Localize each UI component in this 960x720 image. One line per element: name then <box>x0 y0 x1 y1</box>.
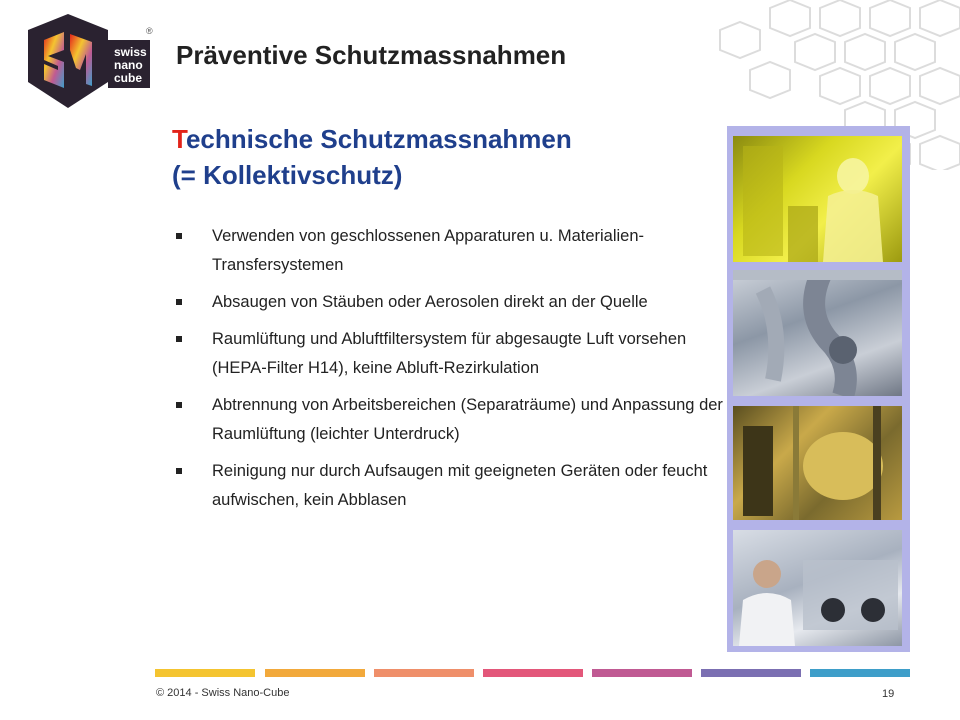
registered-mark: ® <box>146 26 153 36</box>
footer-bar-3 <box>374 669 474 677</box>
ventilation-ducts-photo <box>733 270 902 396</box>
footer-color-bars <box>155 669 910 677</box>
swiss-nano-cube-logo <box>24 12 156 112</box>
page-title: Präventive Schutzmassnahmen <box>176 40 567 70</box>
bullet-text: Absaugen von Stäuben oder Aerosolen direkt an der Quelle <box>212 293 648 311</box>
footer-bar-4 <box>483 669 583 677</box>
logo-text-swiss: swiss <box>114 45 147 59</box>
bullet-item <box>176 288 724 317</box>
lab-apparatus-photo <box>733 406 902 520</box>
footer-bar-5 <box>592 669 692 677</box>
footer-bar-7 <box>810 669 910 677</box>
bullet-marker-icon <box>176 336 182 342</box>
bullet-text: Verwenden von geschlossenen Apparaturen u. Materialien-Transfersystemen <box>212 227 645 274</box>
footer-bar-2 <box>265 669 365 677</box>
bullet-item <box>176 222 724 280</box>
footer-copyright: © 2014 - Swiss Nano-Cube <box>156 687 290 699</box>
logo-text-cube: cube <box>114 71 143 85</box>
bullet-marker-icon <box>176 468 182 474</box>
footer-bar-1 <box>155 669 255 677</box>
glovebox-scientist-photo <box>733 530 902 646</box>
bullet-list <box>176 222 724 523</box>
bullet-marker-icon <box>176 402 182 408</box>
subtitle-text: echnische Schutzmassnahmen <box>185 124 572 154</box>
bullet-text: Abtrennung von Arbeitsbereichen (Separaträume) und Anpassung der Raumlüftung (leichter Unterdruck) <box>212 396 723 443</box>
subtitle-first-letter: T <box>172 124 186 154</box>
bullet-marker-icon <box>176 233 182 239</box>
bullet-item <box>176 457 724 515</box>
bullet-text: Raumlüftung und Abluftfiltersystem für abgesaugte Luft vorsehen (HEPA-Filter H14), keine Abluft-Rezirkulation <box>212 330 687 377</box>
bullet-item <box>176 325 724 383</box>
bullet-item <box>176 391 724 449</box>
section-subtitle-line2: (= Kollektivschutz) <box>172 160 403 190</box>
page-number: 19 <box>882 688 895 700</box>
footer-bar-6 <box>701 669 801 677</box>
photo-column <box>727 126 910 652</box>
cleanroom-photo <box>733 136 902 262</box>
bullet-text: Reinigung nur durch Aufsaugen mit geeigneten Geräten oder feucht aufwischen, kein Abblasen <box>212 462 708 509</box>
bullet-marker-icon <box>176 299 182 305</box>
logo-text-nano: nano <box>114 58 143 72</box>
section-subtitle <box>172 124 572 155</box>
